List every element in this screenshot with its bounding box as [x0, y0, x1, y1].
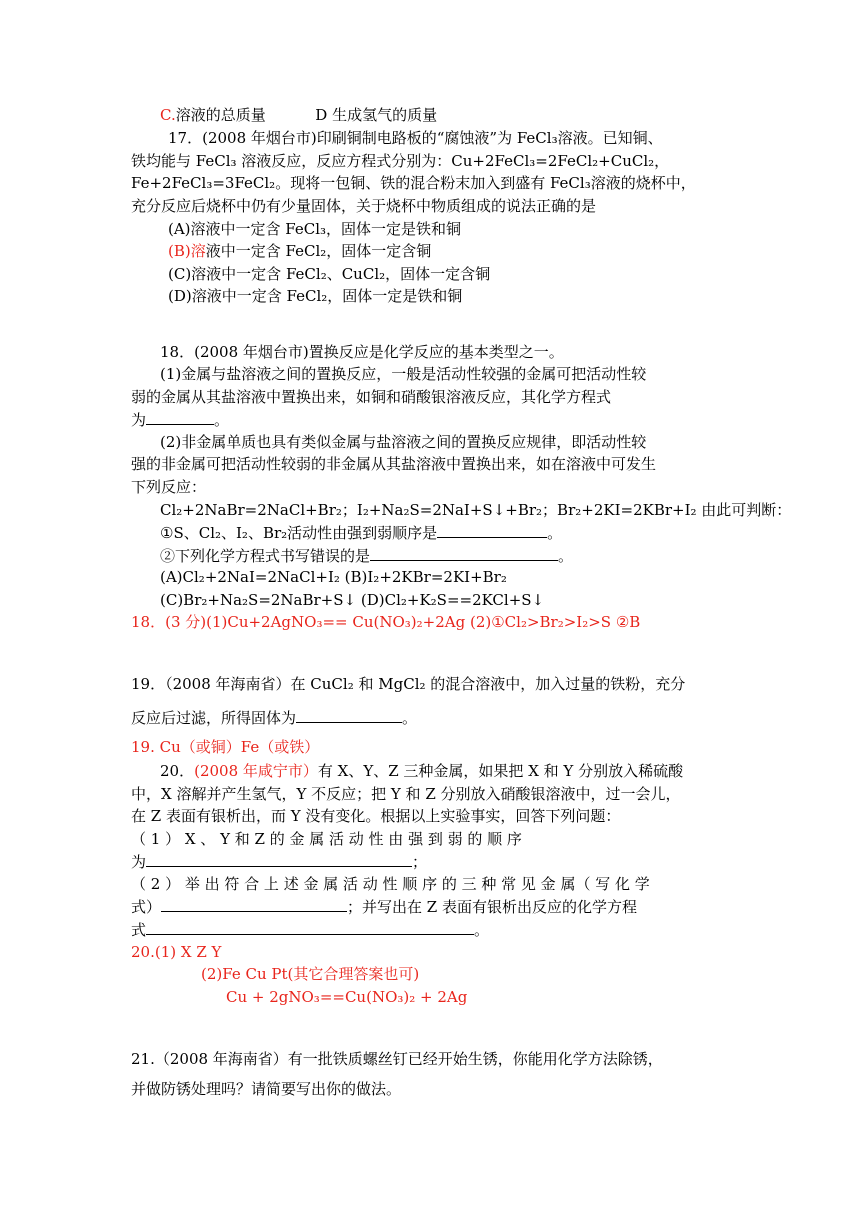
q20-line-8 — [131, 918, 489, 940]
q17-line-4: 充分反应后烧杯中仍有少量固体，关于烧杯中物质组成的说法正确的是 — [131, 197, 597, 215]
q17-option-b — [168, 240, 431, 262]
q18-line-5: (2)非金属单质也具有类似金属与盐溶液之间的置换反应规律，即活动性较 — [160, 433, 647, 451]
q18-q1-text: ①S、Cl₂、I₂、Br₂活动性由强到弱顺序是 — [160, 524, 438, 542]
q19-line-2-suffix: 。 — [402, 709, 418, 727]
q20-number: 20． — [160, 762, 195, 780]
q20-line-5-suffix: ； — [412, 853, 428, 871]
q16-options — [160, 104, 437, 126]
q18-line-2: (1)金属与盐溶液之间的置换反应，一般是活动性较强的金属可把活动性较 — [160, 365, 647, 383]
q18-q2-suffix: 。 — [558, 547, 574, 565]
q20-line-7 — [131, 895, 637, 917]
q17-line-1: 17．(2008 年烟台市)印刷铜制电路板的“腐蚀液”为 FeCl₃溶液。已知铜、 — [168, 129, 663, 147]
q20-line-2: 中，X 溶解并产生氢气，Y 不反应；把 Y 和 Z 分别放入硝酸银溶液中，过一会儿， — [131, 785, 681, 803]
q20-blank-equation[interactable] — [146, 918, 474, 935]
q18-line-10 — [160, 544, 573, 566]
q20-answer-3: Cu + 2gNO₃==Cu(NO₃)₂ + 2Ag — [226, 988, 468, 1006]
q18-line-3: 弱的金属从其盐溶液中置换出来，如铜和硝酸银溶液反应，其化学方程式 — [131, 388, 612, 406]
q17-option-a: (A)溶液中一定含 FeCl₃，固体一定是铁和铜 — [168, 220, 462, 238]
q17-line-2: 铁均能与 FeCl₃ 溶液反应，反应方程式分别为：Cu+2FeCl₃=2FeCl₂+CuCl₂， — [131, 152, 670, 170]
q18-line-4-suffix: 。 — [214, 411, 230, 429]
q18-line-8: Cl₂+2NaBr=2NaCl+Br₂；I₂+Na₂S=2NaI+S↓+Br₂；Br₂+2KI=2KBr+I₂ 由此可判断： — [160, 501, 792, 519]
q21-line-1: 21.（2008 年海南省）有一批铁质螺丝钉已经开始生锈，你能用化学方法除锈， — [131, 1050, 663, 1068]
q20-line-6: （ 2 ） 举 出 符 合 上 述 金 属 活 动 性 顺 序 的 三 种 常 见 金 属（ 写 化 学 — [131, 875, 650, 893]
q21-line-2: 并做防锈处理吗？请简要写出你的做法。 — [131, 1080, 402, 1098]
q18-q1-suffix: 。 — [547, 524, 563, 542]
q18-q2-text: ②下列化学方程式书写错误的是 — [160, 547, 371, 565]
q18-options-ab: (A)Cl₂+2NaI=2NaCl+I₂ (B)I₂+2KBr=2KI+Br₂ — [160, 568, 507, 586]
q18-blank-equation[interactable] — [146, 408, 214, 425]
q20-line-5 — [131, 850, 427, 872]
q20-line-8-prefix: 式 — [131, 921, 147, 939]
q20-line-1 — [160, 760, 683, 782]
q19-line-1: 19．（2008 年海南省）在 CuCl₂ 和 MgCl₂ 的混合溶液中，加入过量的铁粉，充分 — [131, 675, 686, 693]
q18-answer: 18．(3 分)(1)Cu+2AgNO₃== Cu(NO₃)₂+2Ag (2)①Cl₂>Br₂>I₂>S ②B — [131, 613, 641, 631]
q18-line-6: 强的非金属可把活动性较弱的非金属从其盐溶液中置换出来，如在溶液中可发生 — [131, 455, 657, 473]
q16-opt-d: D 生成氢气的质量 — [315, 106, 438, 124]
q16-opt-c: 溶液的总质量 — [175, 106, 266, 124]
q20-line-4: （ 1 ） X 、 Y 和 Z 的 金 属 活 动 性 由 强 到 弱 的 顺 序 — [131, 830, 522, 848]
q19-blank-solid[interactable] — [296, 706, 402, 723]
q18-line-1: 18．(2008 年烟台市)置换反应是化学反应的基本类型之一。 — [160, 343, 564, 361]
q20-answer-2: (2)Fe Cu Pt(其它合理答案也可) — [201, 965, 420, 983]
q18-blank-order[interactable] — [437, 521, 547, 538]
q17-option-d: (D)溶液中一定含 FeCl₂，固体一定是铁和铜 — [168, 287, 463, 305]
q18-line-9 — [160, 521, 562, 543]
q18-line-7: 下列反应： — [131, 478, 207, 496]
q20-blank-metals[interactable] — [161, 895, 347, 912]
q18-blank-wrong[interactable] — [370, 544, 558, 561]
q17-option-b-marker: (B)溶 — [168, 242, 206, 260]
q19-line-2-text: 反应后过滤，所得固体为 — [131, 709, 297, 727]
q18-line-4-prefix: 为 — [131, 411, 147, 429]
q19-answer: 19. Cu（或铜）Fe（或铁） — [131, 738, 320, 756]
q20-source: (2008 年咸宁市） — [194, 762, 318, 780]
q17-line-3: Fe+2FeCl₃=3FeCl₂。现将一包铜、铁的混合粉末加入到盛有 FeCl₃溶液的烧杯中， — [131, 174, 696, 192]
q20-line-1-text: 有 X、Y、Z 三种金属，如果把 X 和 Y 分别放入稀硫酸 — [317, 762, 684, 780]
q19-line-2 — [131, 706, 417, 728]
q18-options-cd: (C)Br₂+Na₂S=2NaBr+S↓ (D)Cl₂+K₂S==2KCl+S↓ — [160, 591, 545, 609]
q16-opt-c-prefix: C. — [160, 106, 176, 124]
q20-answer-1: 20.(1) X Z Y — [131, 943, 222, 961]
q20-line-3: 在 Z 表面有银析出，而 Y 没有变化。根据以上实验事实，回答下列问题： — [131, 807, 621, 825]
q20-line-7-text: ；并写出在 Z 表面有银析出反应的化学方程 — [347, 898, 637, 916]
q17-option-c: (C)溶液中一定含 FeCl₂、CuCl₂，固体一定含铜 — [168, 265, 491, 283]
q20-line-8-suffix: 。 — [474, 921, 490, 939]
q17-option-b-text: 液中一定含 FeCl₂，固体一定含铜 — [205, 242, 432, 260]
q20-line-7-prefix: 式） — [131, 898, 162, 916]
q20-line-5-prefix: 为 — [131, 853, 147, 871]
q20-blank-order[interactable] — [146, 850, 412, 867]
q18-line-4 — [131, 408, 229, 430]
